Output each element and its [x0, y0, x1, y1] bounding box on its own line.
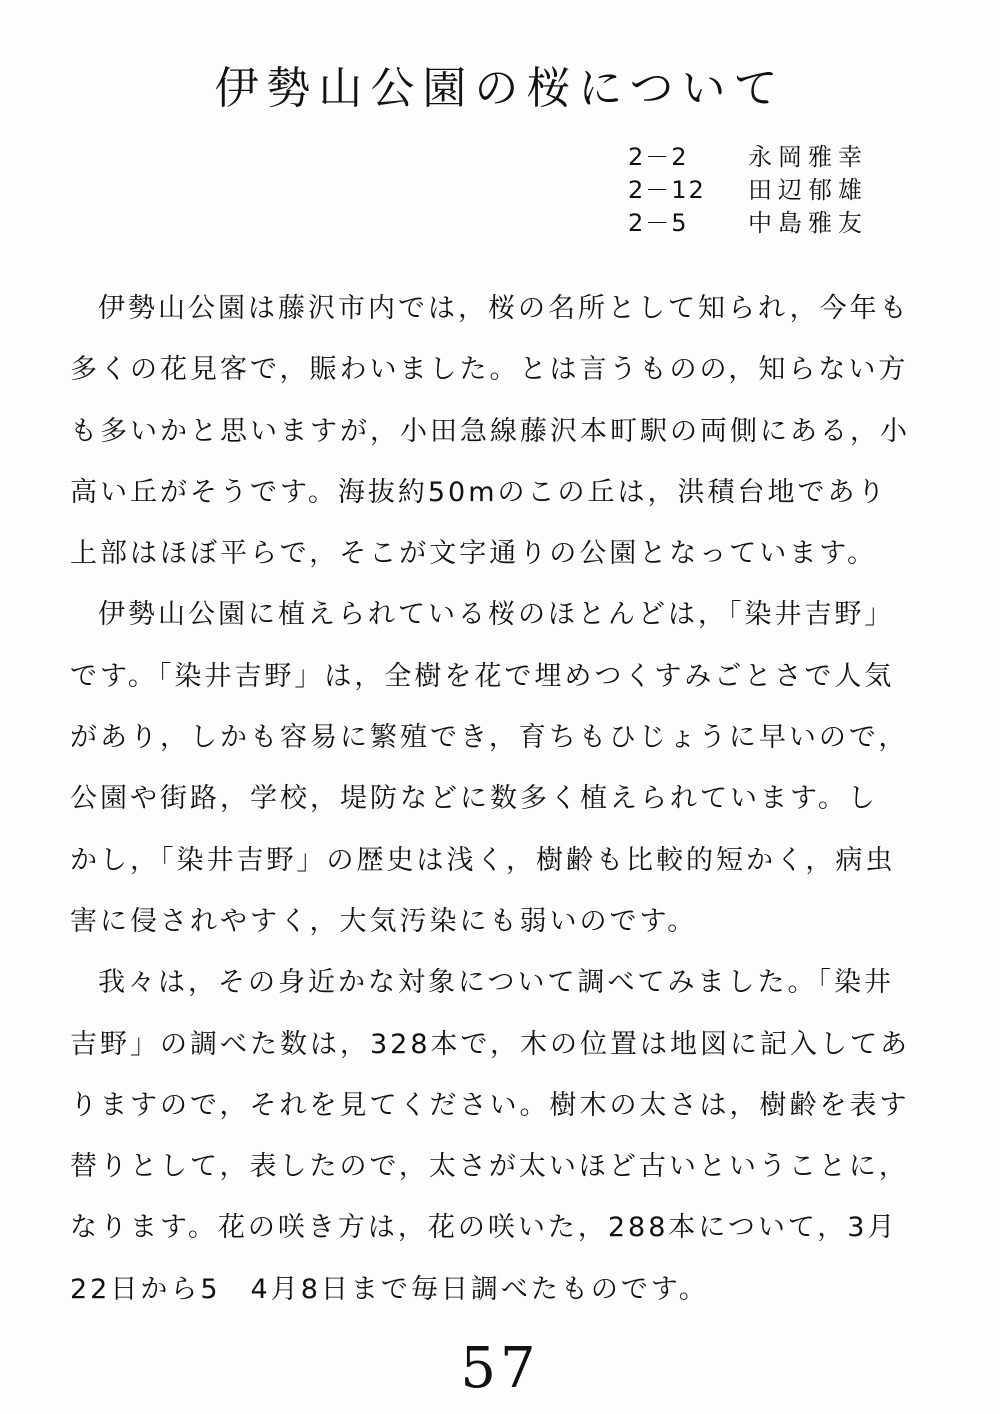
body-text	[70, 278, 950, 1320]
body-line: 公園や街路，学校，堤防などに数多く植えられています。し	[70, 783, 878, 815]
body-line: 多くの花見客で，賑わいました。とは言うものの，知らない方	[70, 354, 909, 386]
body-line: 伊勢山公園に植えられている桜のほとんどは，「染井吉野」	[98, 599, 895, 631]
author-class: 2－2	[628, 143, 689, 171]
body-line: 替りとして，表したので，太さが太いほど古いということに，	[70, 1151, 909, 1183]
body-line: なります。花の咲き方は，花の咲いた，288本について，3月	[70, 1212, 898, 1244]
author-class: 2－12	[628, 176, 706, 204]
body-line: 吉野」の調べた数は，328本で，木の位置は地図に記入してあ	[70, 1028, 910, 1060]
author-name: 田辺郁雄	[748, 176, 868, 204]
page-title: 伊勢山公園の桜について	[214, 63, 786, 114]
body-line: 上部はほぼ平らで，そこが文字通りの公園となっています。	[70, 538, 878, 570]
author-row	[628, 171, 968, 204]
author-class: 2－5	[628, 209, 689, 237]
body-line: も多いかと思いますが，小田急線藤沢本町駅の両側にある，小	[70, 415, 910, 447]
body-line: かし，「染井吉野」の歴史は浅く，樹齢も比較的短かく，病虫	[70, 844, 896, 876]
author-name: 永岡雅幸	[748, 143, 868, 171]
author-row	[628, 204, 968, 237]
body-line: 伊勢山公園は藤沢市内では，桜の名所として知られ，今年も	[98, 293, 910, 324]
author-name: 中島雅友	[748, 209, 868, 237]
body-line: 我々は，その身近かな対象について調べてみました。「染井	[98, 967, 894, 999]
author-row	[628, 138, 968, 171]
body-line: 害に侵されやすく，大気汚染にも弱いのです。	[70, 905, 698, 937]
page-number: 57	[460, 1336, 540, 1401]
author-list	[628, 138, 968, 237]
body-line: です。「染井吉野」は，全樹を花で埋めつくすみごとさで人気	[70, 660, 895, 692]
body-line: があり，しかも容易に繁殖でき，育ちもひじょうに早いので，	[70, 722, 909, 754]
body-line: りますので，それを見てください。樹木の太さは，樹齢を表す	[70, 1089, 910, 1121]
body-line: 22日から5 4月8日まで毎日調べたものです。	[70, 1273, 709, 1305]
body-line: 高い丘がそうです。海抜約50mのこの丘は，洪積台地であり	[70, 476, 888, 508]
